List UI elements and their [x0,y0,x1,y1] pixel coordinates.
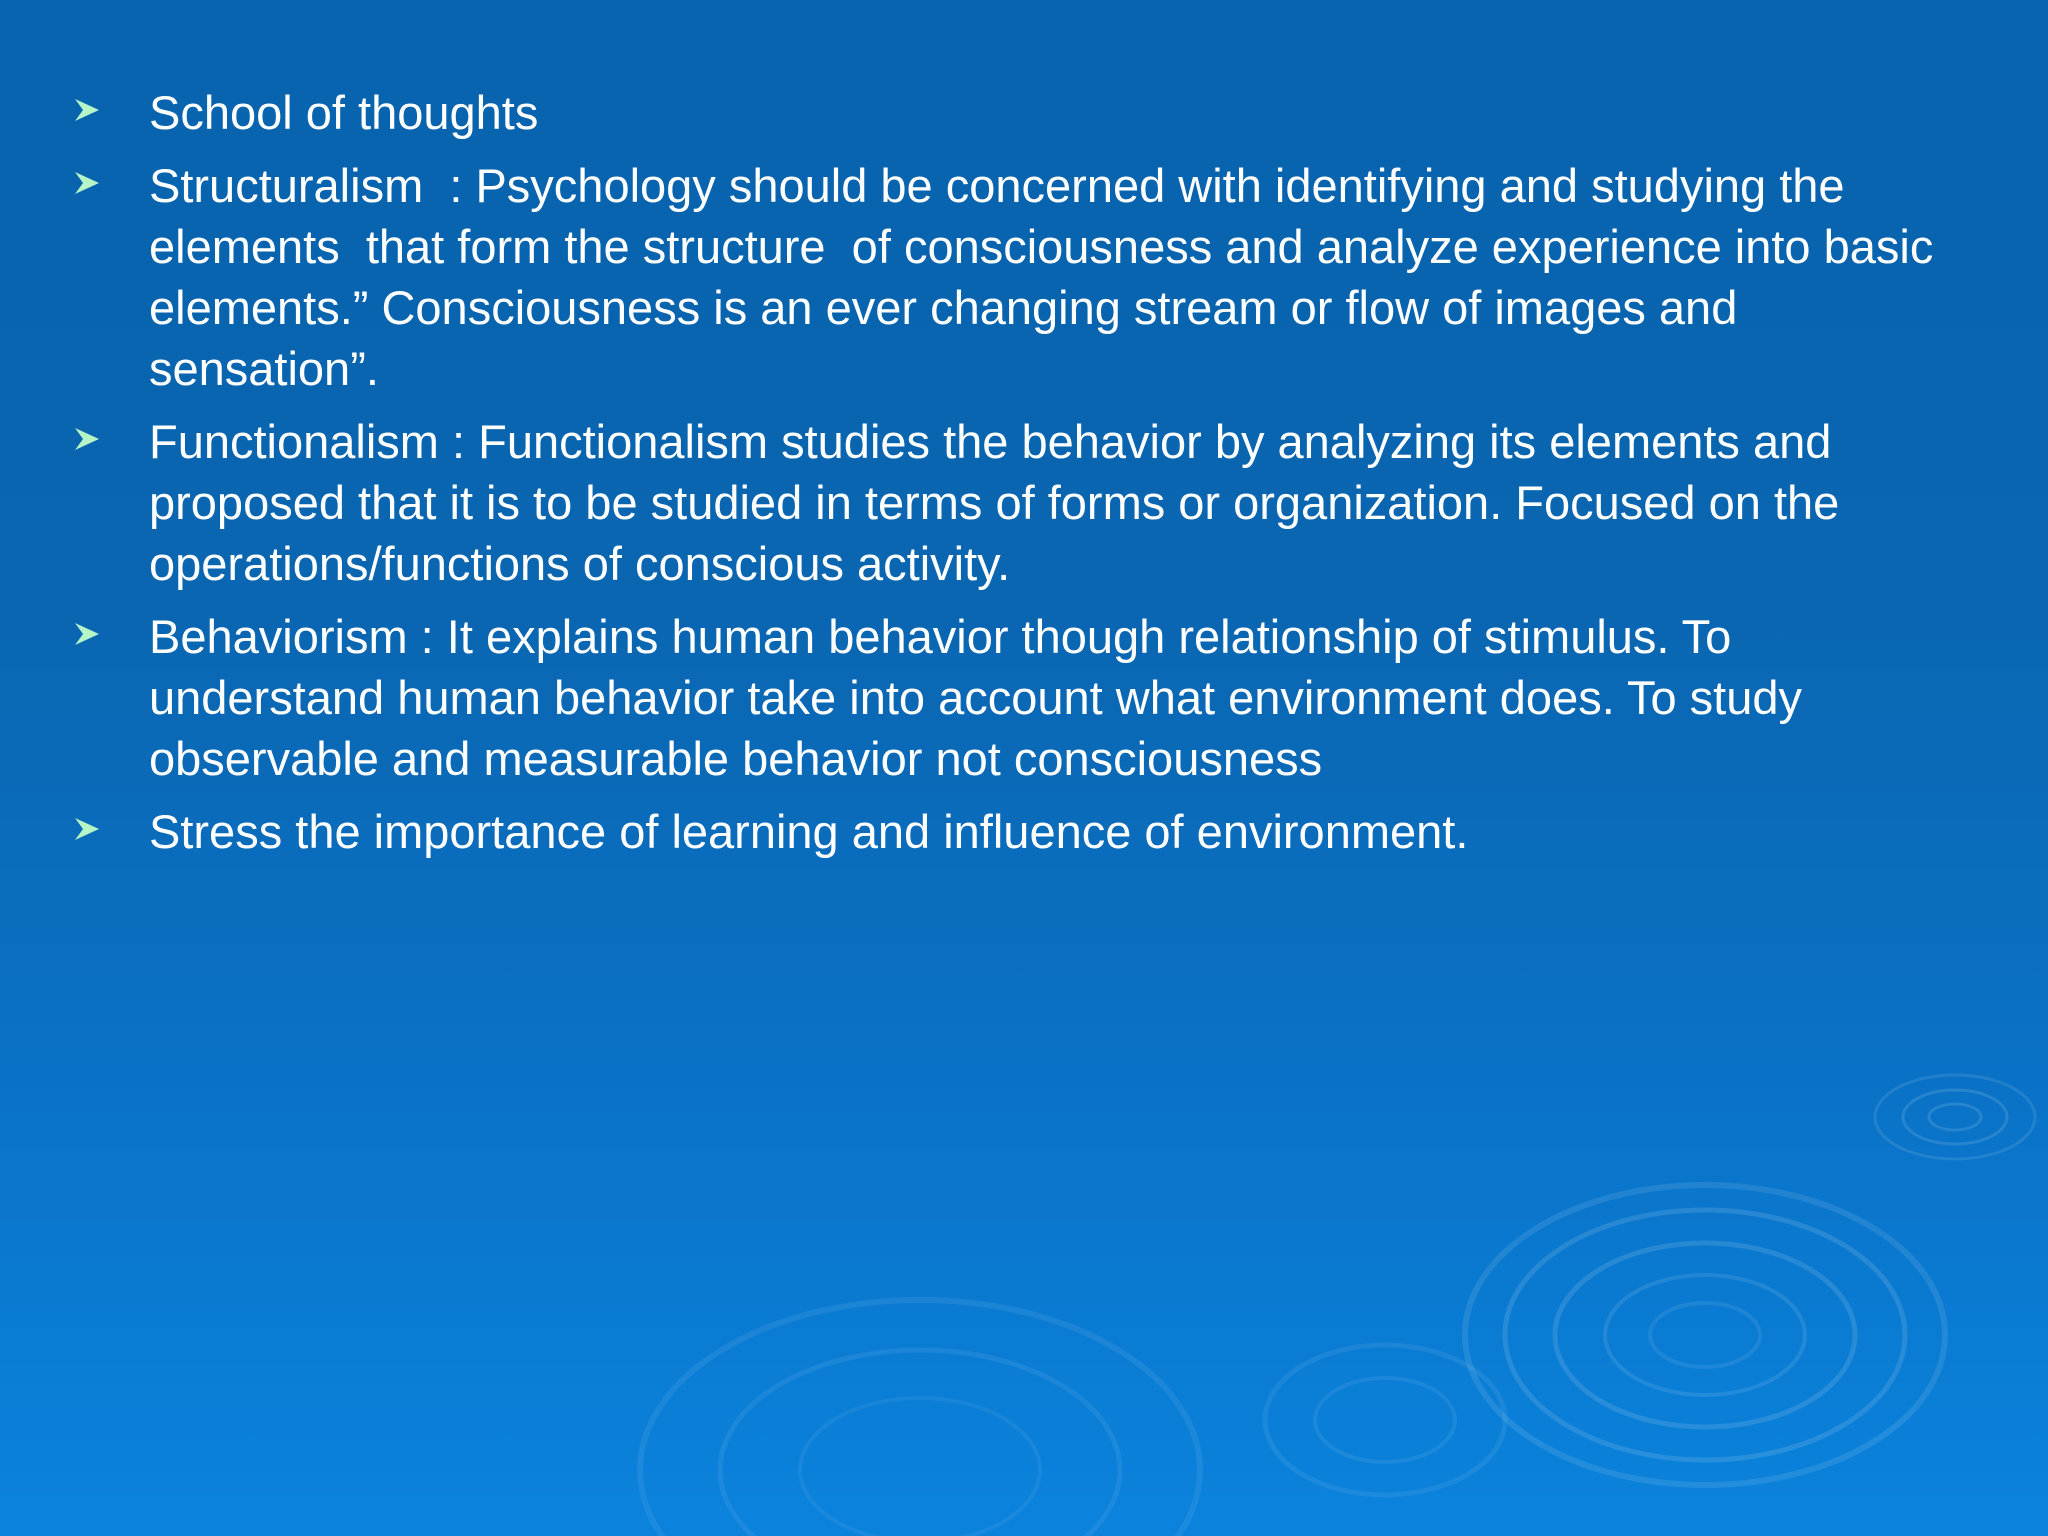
bullet-text: School of thoughts [149,86,539,139]
arrowhead-bullet-icon [74,622,100,646]
bullet-item-functionalism [74,411,1974,594]
bullet-text: Functionalism : Functionalism studies the behavior by analyzing its elements and proposed that it is to be studied in terms of forms or organization. Focused on the operations/functions of conscious activity. [149,415,1853,590]
arrowhead-bullet-icon [74,98,100,122]
bullet-item-stress-learning [74,801,1974,862]
arrowhead-bullet-icon [74,817,100,841]
bullet-text: Structuralism : Psychology should be concerned with identifying and studying the elements that form the structure of consciousness and analyze experience into basic elements.” Consciousness is an ever changing stream or flow of images and sensation”. [149,159,1947,395]
arrowhead-bullet-icon [74,427,100,451]
bullet-text: Behaviorism : It explains human behavior though relationship of stimulus. To understand human behavior take into account what environment does. To study observable and measurable behavior not consciousness [149,610,1816,785]
bullet-text: Stress the importance of learning and influence of environment. [149,805,1469,858]
bullet-item-school-of-thoughts [74,82,1974,143]
bullet-item-structuralism [74,155,1974,399]
arrowhead-bullet-icon [74,171,100,195]
bullet-list [74,82,1974,874]
bullet-item-behaviorism [74,606,1974,789]
